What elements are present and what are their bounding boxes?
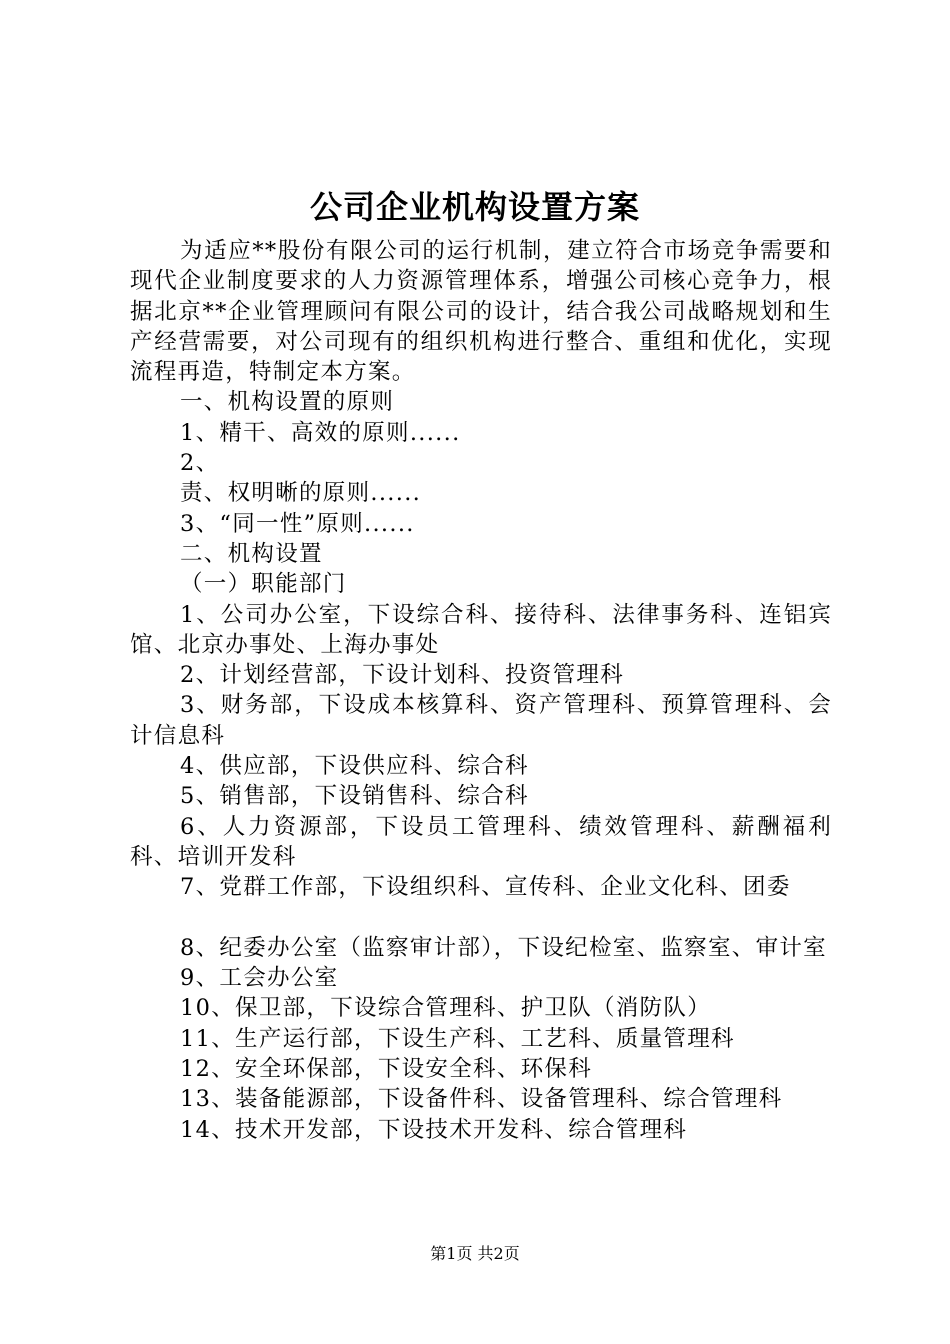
department-item-6: 6、人力资源部，下设员工管理科、绩效管理科、薪酬福利科、培训开发科 bbox=[130, 813, 832, 870]
department-item-10: 10、保卫部，下设综合管理科、护卫队（消防队） bbox=[180, 995, 712, 1022]
department-item-3: 3、财务部，下设成本核算科、资产管理科、预算管理科、会计信息科 bbox=[130, 692, 832, 749]
department-item-11: 11、生产运行部，下设生产科、工艺科、质量管理科 bbox=[180, 1025, 735, 1052]
principle-item-2-number: 2、 bbox=[180, 450, 220, 477]
principle-item-2-text: 责、权明晰的原则...... bbox=[180, 480, 422, 507]
blank-line bbox=[130, 903, 832, 933]
section-heading-setup: 二、机构设置 bbox=[180, 540, 323, 567]
department-item-13: 13、装备能源部，下设备件科、设备管理科、综合管理科 bbox=[180, 1086, 783, 1113]
principle-item-1: 1、精干、高效的原则...... bbox=[180, 419, 461, 446]
department-item-9: 9、工会办公室 bbox=[180, 965, 339, 992]
department-item-12: 12、安全环保部，下设安全科、环保科 bbox=[180, 1056, 593, 1083]
department-item-4: 4、供应部，下设供应科、综合科 bbox=[180, 753, 529, 780]
intro-paragraph: 为适应**股份有限公司的运行机制，建立符合市场竞争需要和现代企业制度要求的人力资源管理体系，增强公司核心竞争力，根据北京**企业管理顾问有限公司的设计，结合我公司战略规划和生产经营需要，对公司现有的组织机构进行整合、重组和优化，实现流程再造，特制定本方案。 bbox=[130, 238, 832, 386]
department-item-7: 7、党群工作部，下设组织科、宣传科、企业文化科、团委 bbox=[180, 874, 791, 901]
department-item-14: 14、技术开发部，下设技术开发科、综合管理科 bbox=[180, 1116, 688, 1143]
document-body bbox=[130, 236, 832, 1145]
page-footer: 第1页 共2页 bbox=[430, 1244, 520, 1263]
department-item-5: 5、销售部，下设销售科、综合科 bbox=[180, 783, 529, 810]
department-item-2: 2、计划经营部，下设计划科、投资管理科 bbox=[180, 662, 625, 689]
section-heading-principles: 一、机构设置的原则 bbox=[180, 389, 395, 416]
subsection-heading-functional: （一）职能部门 bbox=[180, 571, 347, 598]
department-item-1: 1、公司办公室，下设综合科、接待科、法律事务科、连铝宾馆、北京办事处、上海办事处 bbox=[130, 601, 832, 658]
document-title: 公司企业机构设置方案 bbox=[309, 188, 640, 226]
department-item-8: 8、纪委办公室（监察审计部），下设纪检室、监察室、审计室 bbox=[180, 934, 827, 961]
principle-item-3: 3、“同一性”原则...... bbox=[180, 510, 415, 537]
